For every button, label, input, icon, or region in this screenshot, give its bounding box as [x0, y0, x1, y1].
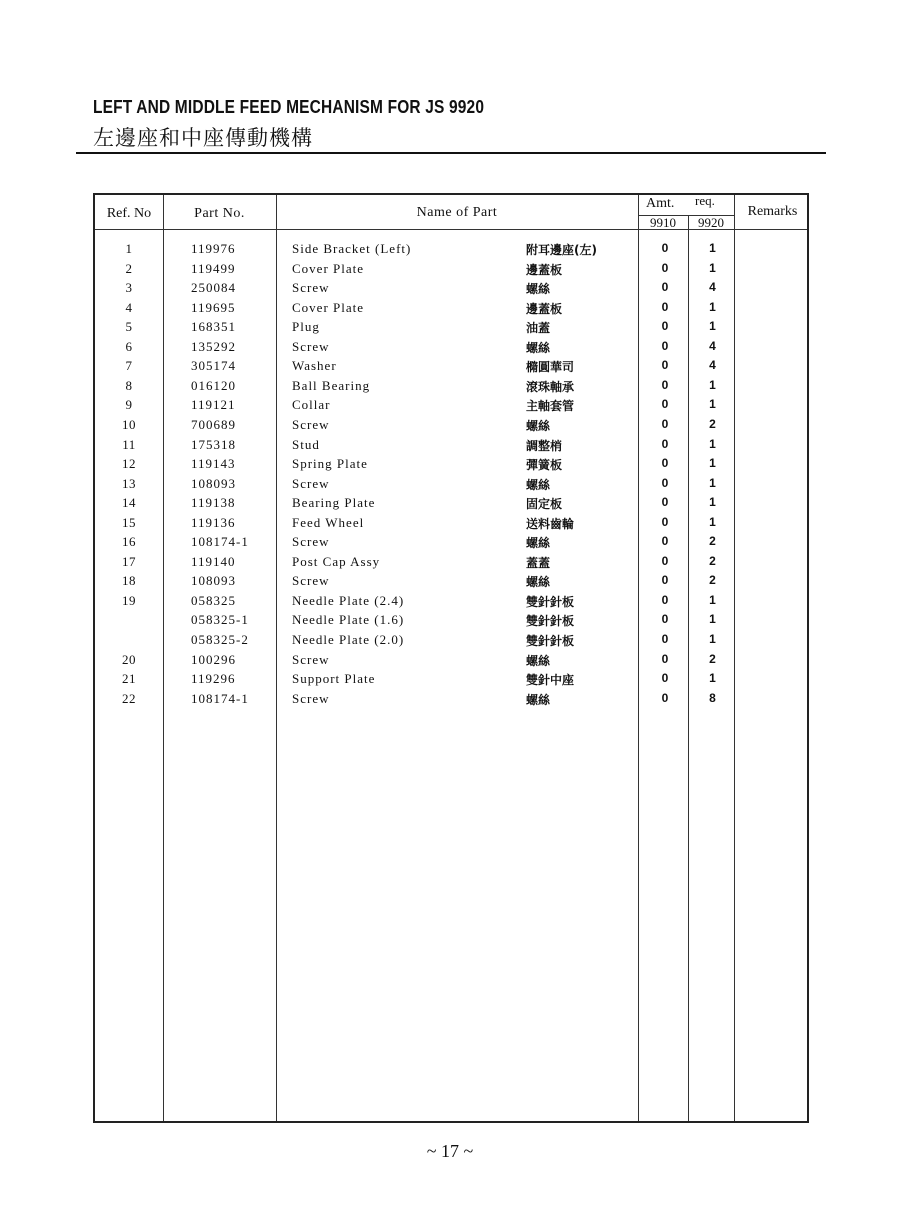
part-no-cell: 119140: [191, 553, 236, 569]
qty-9910-cell: 0: [661, 280, 669, 295]
table-row: [95, 437, 807, 457]
part-no-cell: 119138: [191, 495, 236, 511]
part-name-cell: Bearing Plate: [292, 495, 376, 511]
qty-9920-cell: 1: [709, 456, 716, 471]
qty-9910-cell: 0: [661, 241, 669, 255]
ref-no-cell: 9: [125, 397, 133, 413]
part-name-cell: Screw: [292, 475, 330, 491]
page-number: ~ 17 ~: [426, 1141, 474, 1161]
table-row: [95, 593, 807, 613]
part-name-cell: Washer: [292, 358, 337, 374]
table-row: [95, 652, 807, 672]
ref-no-cell: 19: [122, 592, 136, 608]
part-name-cell: Support Plate: [292, 671, 376, 687]
title-divider: [76, 152, 826, 154]
table-row: [95, 534, 807, 554]
part-name-cell: Cover Plate: [292, 260, 365, 276]
qty-9920-cell: 1: [709, 514, 716, 529]
part-name-cell: Screw: [292, 651, 330, 667]
qty-9910-cell: 0: [661, 475, 669, 490]
qty-9920-cell: 2: [709, 534, 716, 549]
page-title-chinese: 左邊座和中座傳動機構: [93, 126, 313, 150]
part-name-cell: Stud: [292, 436, 320, 452]
table-row: [95, 261, 807, 281]
header-amt: Amt.: [646, 196, 675, 211]
qty-9920-cell: 1: [709, 495, 716, 510]
part-name-chinese-cell: 雙針針板: [526, 634, 575, 648]
part-name-chinese-cell: 邊蓋板: [526, 262, 563, 277]
qty-9910-cell: 0: [661, 299, 669, 314]
ref-no-cell: 3: [125, 280, 133, 296]
part-name-chinese-cell: 滾珠軸承: [526, 379, 575, 394]
ref-no-cell: 13: [122, 475, 136, 491]
ref-no-cell: 16: [122, 534, 136, 550]
part-no-cell: 119976: [191, 241, 236, 256]
part-name-cell: Screw: [292, 690, 330, 706]
part-no-cell: 700689: [191, 416, 236, 432]
ref-no-cell: 17: [122, 553, 136, 569]
ref-no-cell: 20: [122, 651, 136, 667]
qty-9910-cell: 0: [661, 592, 669, 607]
ref-no-cell: 12: [122, 456, 136, 472]
part-name-chinese-cell: 螺絲: [526, 653, 551, 668]
ref-no-cell: 4: [125, 299, 133, 315]
ref-no-cell: 1: [125, 241, 133, 256]
part-name-cell: Plug: [292, 319, 320, 335]
part-name-chinese-cell: 雙針中座: [526, 673, 575, 688]
table-row: [95, 319, 807, 339]
qty-9910-cell: 0: [661, 358, 669, 373]
table-row: [95, 573, 807, 593]
qty-9910-cell: 0: [661, 377, 669, 392]
qty-9920-cell: 1: [709, 475, 716, 490]
table-row: [95, 671, 807, 691]
qty-9920-cell: 1: [709, 671, 716, 686]
part-no-cell: 058325: [191, 592, 236, 608]
header-model-9910: 9910: [650, 215, 676, 230]
part-name-cell: Spring Plate: [292, 456, 368, 472]
part-name-chinese-cell: 固定板: [526, 497, 563, 512]
qty-9910-cell: 0: [661, 456, 669, 471]
table-row: [95, 456, 807, 476]
part-no-cell: 108093: [191, 573, 236, 589]
part-name-cell: Feed Wheel: [292, 514, 365, 530]
part-name-cell: Collar: [292, 397, 331, 413]
qty-9920-cell: 1: [709, 319, 716, 334]
qty-9920-cell: 1: [709, 592, 716, 607]
part-name-chinese-cell: 螺絲: [526, 536, 551, 551]
part-name-cell: Ball Bearing: [292, 377, 371, 393]
part-no-cell: 100296: [191, 651, 236, 667]
ref-no-cell: 14: [122, 495, 136, 511]
qty-9920-cell: 2: [709, 416, 716, 431]
part-name-cell: Screw: [292, 573, 330, 589]
qty-9910-cell: 0: [661, 632, 669, 646]
table-row: [95, 554, 807, 574]
table-row: [95, 515, 807, 535]
qty-9910-cell: 0: [661, 338, 669, 353]
ref-no-cell: 18: [122, 573, 136, 589]
qty-9920-cell: 4: [709, 280, 716, 295]
part-no-cell: 058325-1: [191, 612, 249, 628]
part-name-cell: Side Bracket (Left): [292, 241, 412, 256]
qty-9910-cell: 0: [661, 495, 669, 510]
qty-9920-cell: 1: [709, 436, 716, 451]
part-name-cell: Needle Plate (2.0): [292, 632, 405, 647]
table-row: [95, 378, 807, 398]
ref-no-cell: 8: [125, 377, 133, 393]
qty-9920-cell: 8: [709, 690, 716, 705]
part-no-cell: 168351: [191, 319, 236, 335]
part-name-chinese-cell: 雙針針板: [526, 614, 575, 629]
qty-9910-cell: 0: [661, 671, 669, 686]
ref-no-cell: 2: [125, 260, 133, 276]
part-name-chinese-cell: 橢圓華司: [526, 360, 575, 375]
ref-no-cell: 5: [125, 319, 133, 335]
qty-9910-cell: 0: [661, 612, 669, 627]
table-row: [95, 612, 807, 632]
header-req: req.: [695, 193, 715, 208]
part-no-cell: 108093: [191, 475, 236, 491]
part-no-cell: 108174-1: [191, 690, 249, 706]
header-name-of-part: Name of Part: [416, 205, 498, 220]
qty-9920-cell: 1: [709, 299, 716, 314]
qty-9910-cell: 0: [661, 514, 669, 529]
qty-9910-cell: 0: [661, 553, 669, 568]
part-name-cell: Needle Plate (1.6): [292, 612, 405, 628]
qty-9910-cell: 0: [661, 436, 669, 451]
part-name-chinese-cell: 螺絲: [526, 340, 551, 355]
part-name-cell: Cover Plate: [292, 299, 365, 315]
table-row: [95, 691, 807, 711]
part-no-cell: 175318: [191, 436, 236, 452]
qty-9920-cell: 1: [709, 632, 716, 646]
ref-no-cell: 22: [122, 690, 136, 706]
part-name-chinese-cell: 螺絲: [526, 418, 551, 433]
table-row: [95, 495, 807, 515]
qty-9910-cell: 0: [661, 690, 669, 705]
qty-9910-cell: 0: [661, 573, 669, 588]
part-name-cell: Screw: [292, 534, 330, 550]
qty-9920-cell: 2: [709, 651, 716, 666]
qty-9910-cell: 0: [661, 534, 669, 549]
parts-table: [93, 193, 809, 1123]
part-no-cell: 108174-1: [191, 534, 249, 550]
qty-9920-cell: 1: [709, 612, 716, 627]
part-no-cell: 016120: [191, 377, 236, 393]
page-title: LEFT AND MIDDLE FEED MECHANISM FOR JS 9920: [93, 97, 485, 117]
part-name-chinese-cell: 送料齒輪: [526, 516, 575, 531]
part-name-chinese-cell: 螺絲: [526, 282, 551, 297]
table-row: [95, 339, 807, 359]
ref-no-cell: 7: [125, 358, 133, 374]
part-no-cell: 058325-2: [191, 632, 249, 647]
part-no-cell: 305174: [191, 358, 236, 374]
part-name-chinese-cell: 調整梢: [526, 438, 563, 453]
ref-no-cell: 15: [122, 514, 136, 530]
qty-9910-cell: 0: [661, 416, 669, 431]
table-row: [95, 280, 807, 300]
part-name-cell: Post Cap Assy: [292, 553, 381, 569]
part-no-cell: 119136: [191, 514, 236, 530]
ref-no-cell: 6: [125, 338, 133, 354]
part-name-chinese-cell: 附耳邊座(左): [526, 243, 597, 257]
qty-9920-cell: 4: [709, 338, 716, 353]
qty-9910-cell: 0: [661, 397, 669, 412]
qty-9910-cell: 0: [661, 651, 669, 666]
part-no-cell: 119143: [191, 456, 236, 472]
ref-no-cell: 10: [122, 416, 136, 432]
part-no-cell: 119296: [191, 671, 236, 687]
part-name-chinese-cell: 邊蓋板: [526, 301, 563, 316]
part-name-chinese-cell: 主軸套管: [526, 399, 575, 414]
qty-9920-cell: 1: [709, 241, 716, 255]
part-no-cell: 135292: [191, 338, 236, 354]
part-no-cell: 119121: [191, 397, 236, 413]
part-name-cell: Screw: [292, 416, 330, 432]
ref-no-cell: 11: [122, 436, 136, 452]
qty-9920-cell: 1: [709, 397, 716, 412]
part-name-chinese-cell: 螺絲: [526, 692, 551, 707]
part-no-cell: 250084: [191, 280, 236, 296]
qty-9920-cell: 2: [709, 573, 716, 588]
part-name-cell: Needle Plate (2.4): [292, 592, 405, 608]
qty-9910-cell: 0: [661, 319, 669, 334]
part-name-cell: Screw: [292, 280, 330, 296]
qty-9910-cell: 0: [661, 260, 669, 275]
header-ref-no: Ref. No: [106, 206, 152, 221]
table-row: [95, 300, 807, 320]
header-model-9920: 9920: [698, 215, 724, 230]
qty-9920-cell: 4: [709, 358, 716, 373]
table-row: [95, 632, 807, 652]
table-row: [95, 241, 807, 261]
part-name-chinese-cell: 油蓋: [526, 321, 551, 336]
part-no-cell: 119695: [191, 299, 236, 315]
qty-9920-cell: 1: [709, 377, 716, 392]
table-row: [95, 476, 807, 496]
header-remarks: Remarks: [747, 204, 798, 219]
header-part-no: Part No.: [194, 206, 245, 221]
part-name-chinese-cell: 雙針針板: [526, 594, 575, 609]
part-name-cell: Screw: [292, 338, 330, 354]
qty-9920-cell: 1: [709, 260, 716, 275]
part-name-chinese-cell: 蓋蓋: [526, 555, 551, 570]
qty-9920-cell: 2: [709, 553, 716, 568]
table-row: [95, 417, 807, 437]
table-row: [95, 397, 807, 417]
part-name-chinese-cell: 彈簧板: [526, 458, 563, 473]
ref-no-cell: 21: [122, 671, 136, 687]
table-row: [95, 358, 807, 378]
part-name-chinese-cell: 螺絲: [526, 575, 551, 590]
part-name-chinese-cell: 螺絲: [526, 477, 551, 492]
part-no-cell: 119499: [191, 260, 236, 276]
